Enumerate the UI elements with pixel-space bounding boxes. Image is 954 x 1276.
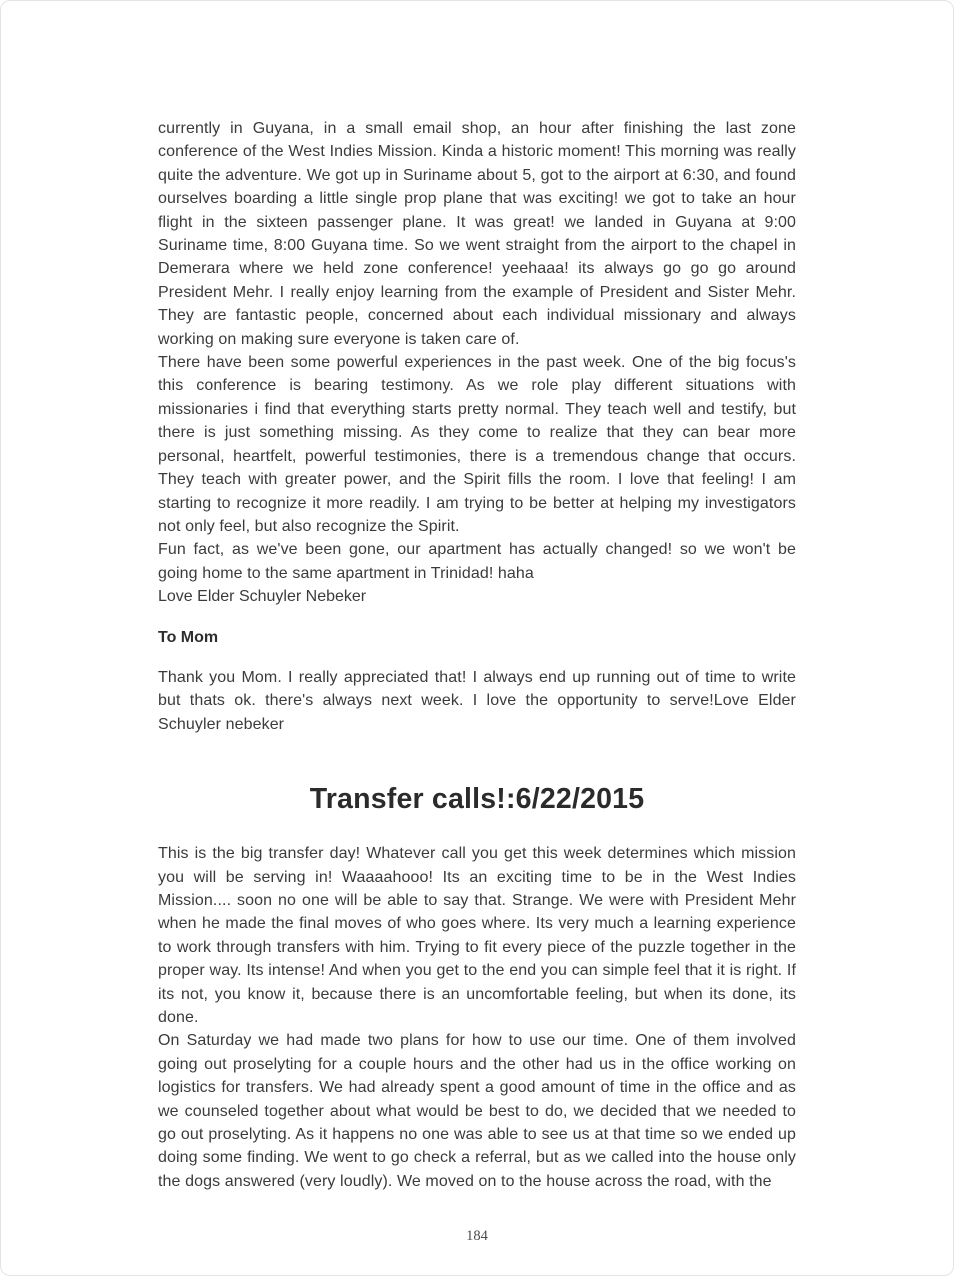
section-heading-to-mom: To Mom bbox=[158, 628, 219, 646]
transfer-calls-paragraph-1: This is the big transfer day! Whatever call you get this week determines which mission you will be serving in! Waaaahooo! Its an exciting time to be in the West Indies Mission.... soon no one will be able to say that. Strange. We were with President Mehr when he made the final moves of who goes where. Its very much a learning experience to work through transfers with him. Trying to fit every piece of the puzzle together in the proper way. Its intense! And when you get to the end you can simple feel that it is right. If its not, you know it, because there is an uncomfortable feeling, but when its done, its done. bbox=[158, 845, 796, 1026]
section-heading-transfer-calls: Transfer calls!:6/22/2015 bbox=[309, 783, 645, 816]
intro-paragraph-3: Fun fact, as we've been gone, our apartment has actually changed! so we won't be going home to the same apartment in Trinidad! haha bbox=[158, 541, 796, 582]
intro-paragraph-2: There have been some powerful experiences in the past week. One of the big focus's this conference is bearing testimony. As we role play different situations with missionaries i find that everything starts pretty normal. They teach well and testify, but there is just something missing. As they come to realize that they can bear more personal, heartfelt, powerful testimonies, there is a tremendous change that occurs. They teach with greater power, and the Spirit fills the room. I love that feeling! I am starting to recognize it more readily. I am trying to be better at helping my investigators not only feel, but also recognize the Spirit. bbox=[158, 354, 796, 535]
page-content bbox=[158, 1, 796, 1193]
transfer-calls-paragraph-2: On Saturday we had made two plans for how to use our time. One of them involved going out proselyting for a couple hours and the other had us in the office working on logistics for transfers. We had already spent a good amount of time in the office and as we counseled together about what would be best to do, we decided that we needed to go out proselyting. As it happens no one was able to see us at that time so we ended up doing some finding. We went to go check a referral, but as we called into the house only the dogs answered (very loudly). We moved on to the house across the road, with the bbox=[158, 1032, 796, 1190]
signature-line: Love Elder Schuyler Nebeker bbox=[158, 588, 367, 606]
page-number: 184 bbox=[466, 1228, 488, 1244]
intro-paragraph-1: currently in Guyana, in a small email shop, an hour after finishing the last zone conference of the West Indies Mission. Kinda a historic moment! This morning was really quite the adventure. We got up in Suriname about 5, got to the airport at 6:30, and found ourselves boarding a little single prop plane that was exciting! we got to take an hour flight in the sixteen passenger plane. It was great! we landed in Guyana at 9:00 Suriname time, 8:00 Guyana time. So we went straight from the airport to the chapel in Demerara where we held zone conference! yeehaaa! its always go go go around President Mehr. I really enjoy learning from the example of President and Sister Mehr. They are fantastic people, concerned about each individual missionary and always working on making sure everyone is taken care of. bbox=[158, 120, 796, 348]
to-mom-paragraph: Thank you Mom. I really appreciated that! I always end up running out of time to write but thats ok. there's always next week. I love the opportunity to serve!Love Elder Schuyler nebeker bbox=[158, 668, 796, 733]
